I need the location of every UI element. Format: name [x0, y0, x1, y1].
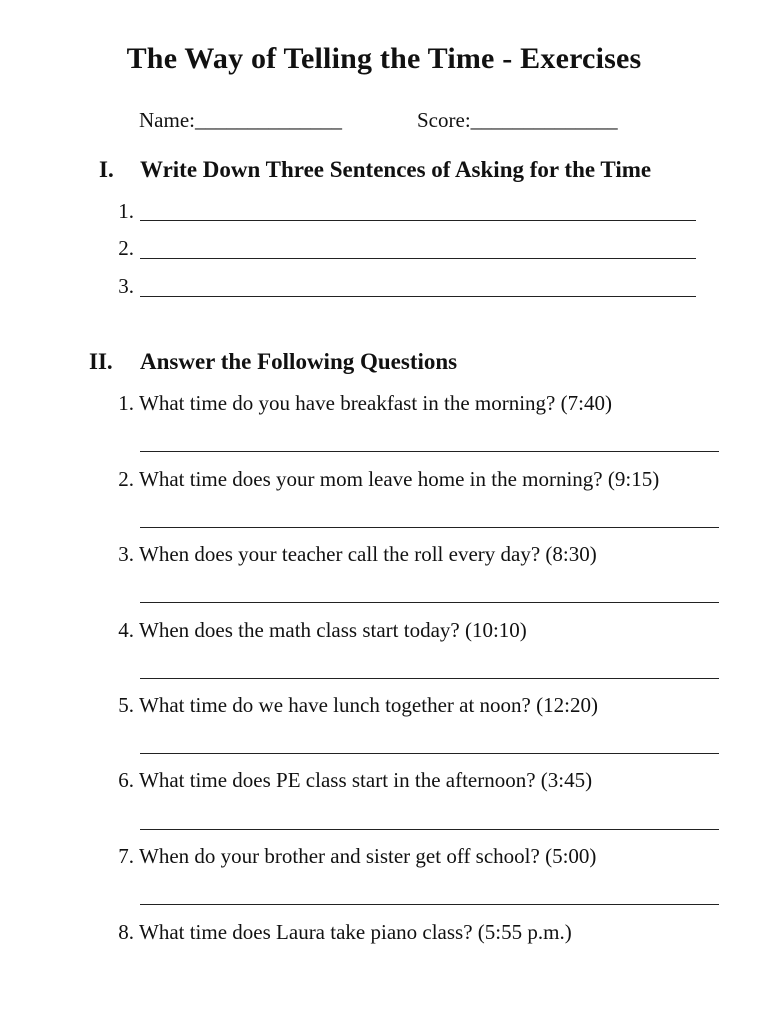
answer-blank-line[interactable] — [140, 829, 719, 830]
question-text: What time does PE class start in the afternoon? (3:45) — [139, 768, 593, 792]
answer-blank-line[interactable] — [140, 753, 719, 754]
question-text: What time do we have lunch together at noon? (12:20) — [139, 693, 598, 717]
answer-blank-line[interactable] — [140, 451, 719, 452]
question-number: 8. — [118, 920, 134, 944]
name-field-label: Name:______________ — [139, 108, 342, 132]
section-2-title: Answer the Following Questions — [140, 349, 458, 374]
answer-blank-line[interactable] — [140, 904, 719, 905]
answer-blank-line[interactable] — [140, 296, 696, 297]
question-text: What time does Laura take piano class? (5:55 p.m.) — [139, 920, 572, 944]
question-text: When does the math class start today? (10:10) — [139, 618, 527, 642]
score-field-label: Score:______________ — [417, 108, 618, 132]
name-score-row — [139, 108, 618, 133]
question-text: When does your teacher call the roll every day? (8:30) — [139, 542, 597, 566]
question-text: When do your brother and sister get off school? (5:00) — [139, 844, 597, 868]
question-number: 3. — [118, 542, 134, 566]
question-number: 5. — [118, 693, 134, 717]
section-1-title: Write Down Three Sentences of Asking for the Time — [140, 157, 652, 182]
question-number: 7. — [118, 844, 134, 868]
question-number: 6. — [118, 768, 134, 792]
section-1-numeral: I. — [99, 157, 114, 182]
section-2-numeral: II. — [89, 349, 113, 374]
question-text: What time does your mom leave home in the morning? (9:15) — [139, 467, 660, 491]
worksheet-title: The Way of Telling the Time - Exercises — [126, 42, 642, 75]
answer-blank-line[interactable] — [140, 678, 719, 679]
answer-blank-line[interactable] — [140, 220, 696, 221]
section-1-item-number: 2. — [118, 236, 134, 260]
question-number: 2. — [118, 467, 134, 491]
answer-blank-line[interactable] — [140, 527, 719, 528]
answer-blank-line[interactable] — [140, 602, 719, 603]
question-number: 4. — [118, 618, 134, 642]
section-1-item-number: 3. — [118, 274, 134, 298]
question-number: 1. — [118, 391, 134, 415]
answer-blank-line[interactable] — [140, 258, 696, 259]
question-text: What time do you have breakfast in the morning? (7:40) — [139, 391, 612, 415]
section-1-item-number: 1. — [118, 199, 134, 223]
